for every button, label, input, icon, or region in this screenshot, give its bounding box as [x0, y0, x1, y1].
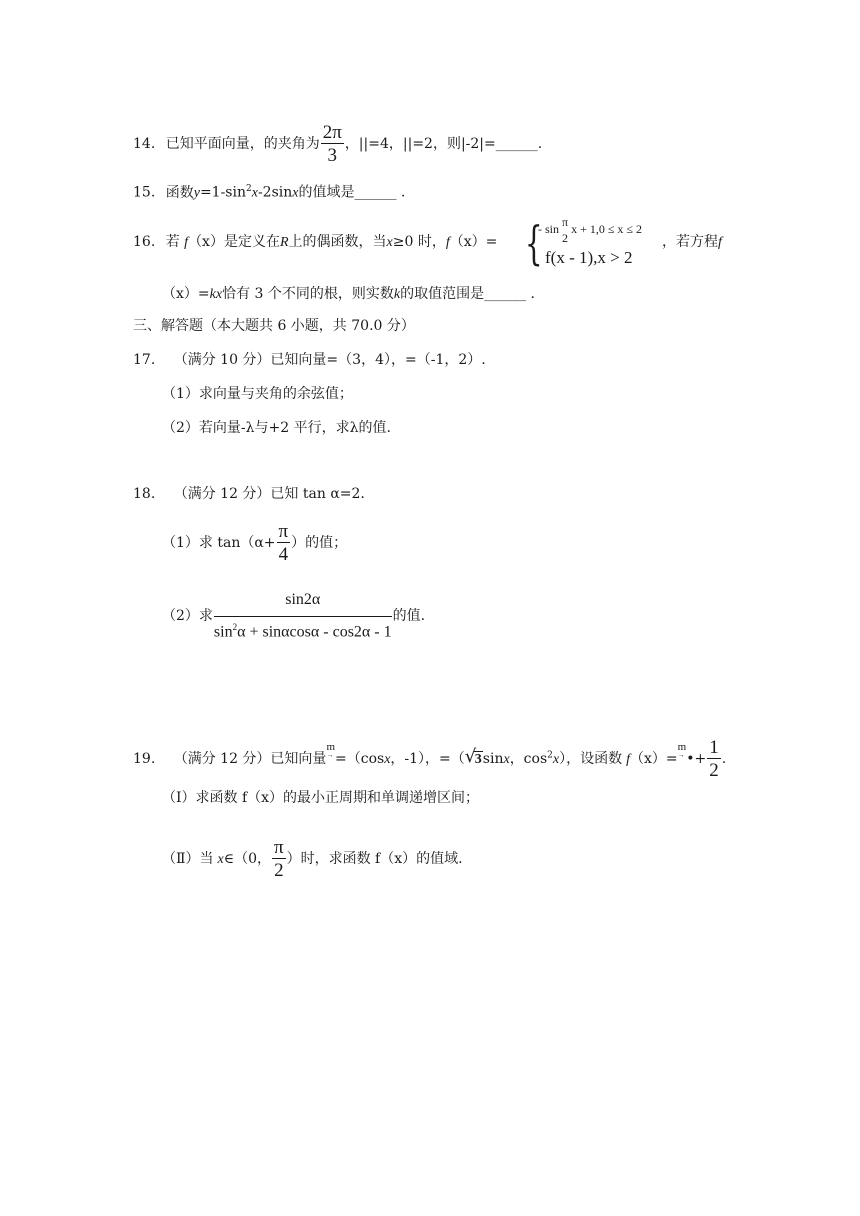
question-17-part-1: （1）求向量与夹角的余弦值；	[162, 386, 353, 402]
section-title: 三、解答题（本大题共 6 小题，共 70.0 分）	[133, 318, 415, 334]
question-16-text-cont: ，若方程f	[662, 234, 722, 250]
vector-m: m →	[677, 741, 687, 759]
question-18: 18. （满分 12 分）已知 tan α=2.	[133, 486, 365, 502]
question-19-part-2: （Ⅱ）当 x∈（0， $\frac{\pi}{2}$ ）时，求函数 f（x）的值域.	[162, 837, 463, 881]
vector-m: m →	[326, 741, 335, 759]
question-14	[133, 123, 542, 165]
question-16-line-2: （x）=kx恰有 3 个不同的根，则实数k的取值范围是______ .	[162, 286, 536, 302]
fraction-pi-over-2: $\frac{\pi}{2}$	[274, 837, 284, 881]
piecewise-brace: {	[525, 216, 543, 270]
question-17-part-2: （2）若向量-λ与+2 平行，求λ的值.	[162, 420, 391, 436]
question-number: 14.	[133, 136, 156, 152]
question-19: 19. （满分 12 分）已知向量m → =（cosx，-1），=（ √ 3sinx，$\cos^2x$），设函数 f（x）=m → •+ $\frac{1}{2}$ .	[133, 737, 727, 781]
piecewise-case-2: f(x - 1),x > 2	[545, 248, 633, 267]
question-text: ，||=4，||=2，则|-2|=______.	[344, 136, 543, 152]
question-number: 15.	[133, 184, 156, 201]
fraction-2pi-over-3: $\frac{2\pi}{3}$	[322, 122, 342, 166]
question-text: 已知平面向量，的夹角为	[165, 136, 320, 152]
question-19-part-1: （Ⅰ）求函数 f（x）的最小正周期和单调递增区间；	[162, 790, 480, 806]
piecewise-case-1: - sin π 2 x + 1,0 ≤ x ≤ 2	[538, 215, 643, 245]
question-number: 16.	[133, 234, 156, 250]
question-18-part-1: （1）求 tan（α+ $\frac{\pi}{4}$ ）的值；	[162, 521, 348, 565]
fraction-1-over-2: $\frac{1}{2}$	[709, 737, 719, 781]
fraction-pi-over-4: $\frac{\pi}{4}$	[278, 521, 289, 565]
question-number: 17.	[133, 352, 156, 368]
question-number: 18.	[133, 486, 156, 502]
question-text: 函数	[165, 184, 194, 201]
question-18-part-2: （2）求 $\frac{\sin 2\alpha}{\sin^2\alpha + \sin\alpha\cos\alpha - \cos 2\alpha - 1}$ 的值.	[162, 591, 426, 641]
question-number: 19.	[133, 751, 156, 767]
question-16: 16. 若 f（x）是定义在R上的偶函数，当x≥0 时，f（x）=	[133, 234, 498, 250]
question-17: 17. （满分 10 分）已知向量=（3，4），=（-1，2）.	[133, 352, 486, 368]
fraction-trig-expression: $\frac{\sin 2\alpha}{\sin^2\alpha + \sin\alpha\cos\alpha - \cos 2\alpha - 1}$	[213, 591, 392, 641]
question-15: 15. 函数$y=1-\sin^2x-2\sin x$的值域是______ .	[133, 184, 406, 201]
sqrt-3: √ 3	[464, 746, 482, 767]
